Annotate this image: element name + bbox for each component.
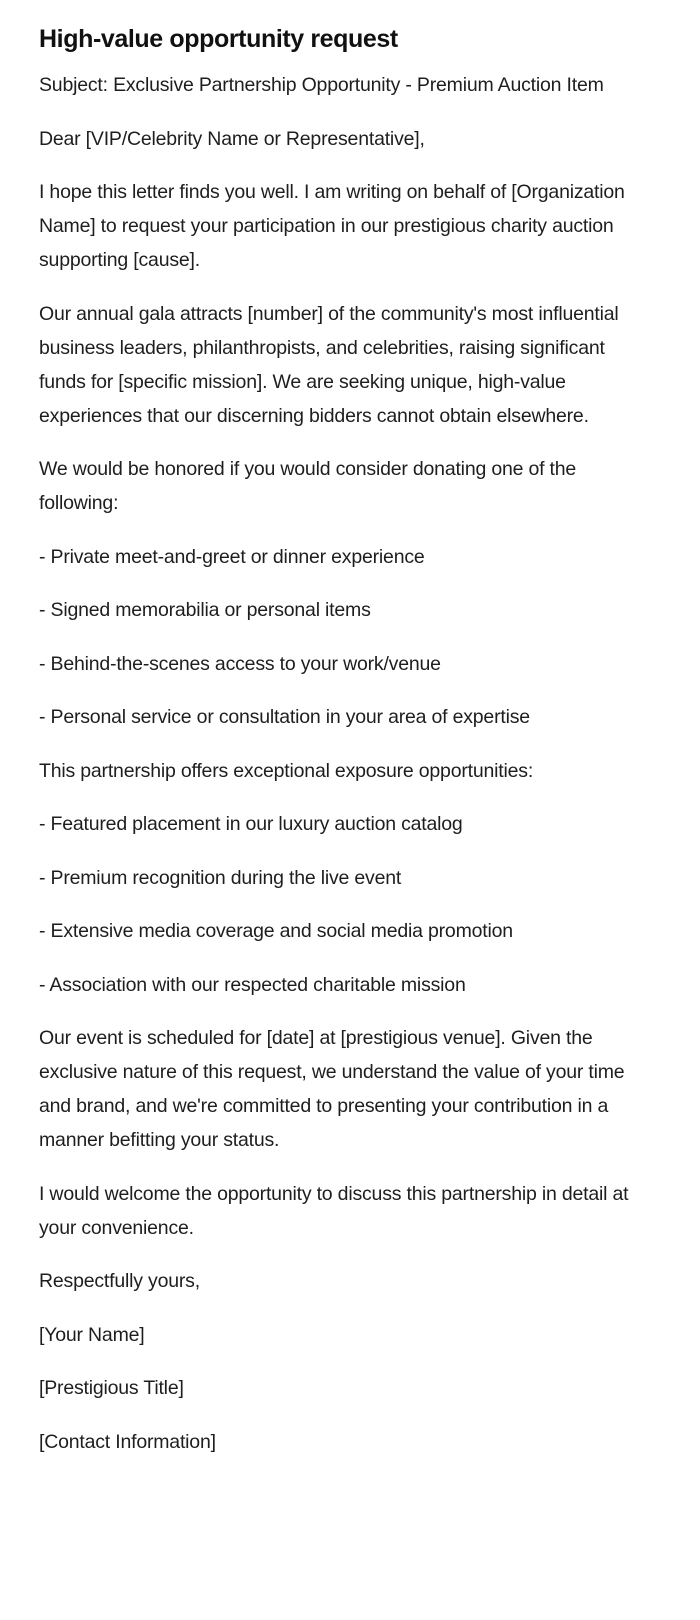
exposure-intro-paragraph: This partnership offers exceptional exposure opportunities: [39,759,534,782]
exposure-benefit-item: - Premium recognition during the live event [39,866,402,889]
signature-name: [Your Name] [39,1323,145,1346]
subject-line: Subject: Exclusive Partnership Opportunity - Premium Auction Item [39,74,604,96]
event-details-paragraph: Our event is scheduled for [date] at [prestigious venue]. Given the exclusive nature of this request, we understand the value of your time and brand, and we're committed to presenting your contribution in a manner befitting your status. [39,1027,625,1151]
signature-contact: [Contact Information] [39,1430,216,1453]
donation-request-paragraph: We would be honored if you would consider donating one of the following: [39,458,577,514]
intro-paragraph: I hope this letter finds you well. I am writing on behalf of [Organization Name] to request your participation in our prestigious charity auction supporting [cause]. [39,181,625,271]
exposure-benefit-item: - Featured placement in our luxury auction catalog [39,813,463,835]
gala-paragraph: Our annual gala attracts [number] of the community's most influential business leaders, philanthropists, and celebrities, raising significant funds for [specific mission]. We are seeking unique, high-value experiences that our discerning bidders cannot obtain elsewhere. [39,302,619,427]
signature-title: [Prestigious Title] [39,1377,184,1399]
donation-option-item: - Behind-the-scenes access to your work/venue [39,652,441,675]
donation-option-item: - Private meet-and-greet or dinner experience [39,545,425,568]
donation-option-item: - Signed memorabilia or personal items [39,599,371,621]
exposure-benefit-item: - Extensive media coverage and social media promotion [39,920,513,942]
closing-paragraph: I would welcome the opportunity to discuss this partnership in detail at your convenience. [39,1182,629,1239]
exposure-benefit-item: - Association with our respected charitable mission [39,973,466,996]
salutation: Dear [VIP/Celebrity Name or Representative], [39,127,425,150]
sign-off: Respectfully yours, [39,1270,200,1292]
document-title: High-value opportunity request [39,25,398,53]
donation-option-item: - Personal service or consultation in your area of expertise [39,706,530,728]
